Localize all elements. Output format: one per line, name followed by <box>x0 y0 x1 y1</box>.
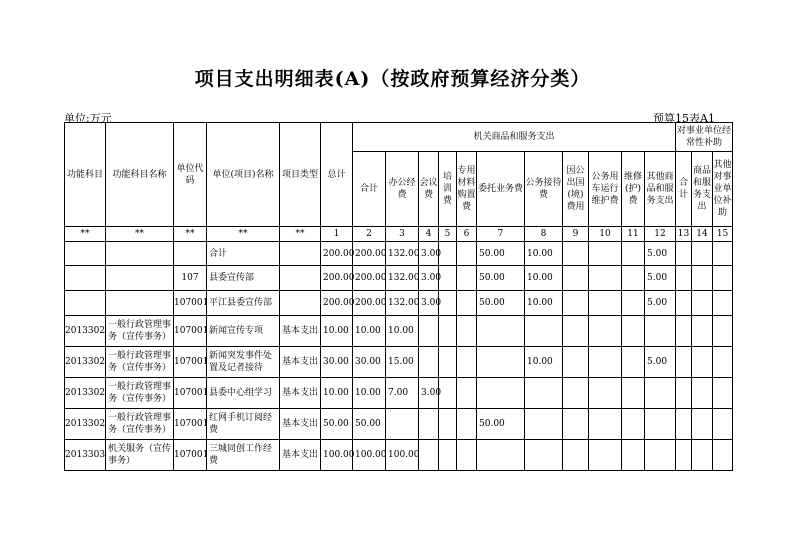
index-row <box>65 227 733 242</box>
cell-total: 200.00 <box>321 291 353 316</box>
cell-training <box>439 291 457 316</box>
cell-func-name <box>106 242 174 266</box>
cell-sub-heji <box>676 291 692 316</box>
cell-func-code: 2013303 <box>65 440 106 471</box>
cell-sub-other <box>713 378 733 409</box>
cell-sub-heji <box>676 266 692 291</box>
cell-vehicle <box>589 291 622 316</box>
cell-material <box>457 440 477 471</box>
header-func-code: 功能科目 <box>65 123 106 227</box>
cell-unit-code: 107001 <box>174 316 207 347</box>
cell-other: 5.00 <box>645 291 676 316</box>
index-cell: ** <box>106 227 174 242</box>
cell-training <box>439 378 457 409</box>
cell-entrust: 50.00 <box>477 409 525 440</box>
cell-heji: 10.00 <box>353 316 386 347</box>
cell-other <box>645 409 676 440</box>
cell-sub-goods <box>692 347 713 378</box>
header-material: 专用材料购置费 <box>457 152 477 227</box>
cell-unit-code: 107001 <box>174 440 207 471</box>
cell-total: 10.00 <box>321 316 353 347</box>
cell-training <box>439 266 457 291</box>
cell-abroad <box>563 347 589 378</box>
cell-office <box>386 409 419 440</box>
cell-func-name: 机关服务（宣传事务） <box>106 440 174 471</box>
cell-unit-name: 三城同创工作经费 <box>207 440 280 471</box>
cell-office: 7.00 <box>386 378 419 409</box>
header-office: 办公经费 <box>386 152 419 227</box>
cell-other: 5.00 <box>645 347 676 378</box>
cell-func-name <box>106 291 174 316</box>
cell-meeting <box>419 440 439 471</box>
cell-reception: 10.00 <box>525 291 563 316</box>
cell-meeting: 3.00 <box>419 266 439 291</box>
cell-heji: 50.00 <box>353 409 386 440</box>
cell-proj-type: 基本支出 <box>280 347 321 378</box>
cell-unit-code: 107 <box>174 266 207 291</box>
cell-unit-code: 107001 <box>174 291 207 316</box>
header-group-org: 机关商品和服务支出 <box>353 123 676 152</box>
cell-repair <box>622 242 645 266</box>
cell-material <box>457 347 477 378</box>
cell-material <box>457 242 477 266</box>
cell-unit-name: 合计 <box>207 242 280 266</box>
cell-func-name: 一般行政管理事务（宣传事务） <box>106 316 174 347</box>
cell-meeting: 3.00 <box>419 378 439 409</box>
index-cell: 6 <box>457 227 477 242</box>
cell-sub-heji <box>676 440 692 471</box>
cell-proj-type: 基本支出 <box>280 409 321 440</box>
cell-entrust <box>477 440 525 471</box>
cell-sub-other <box>713 291 733 316</box>
cell-repair <box>622 316 645 347</box>
cell-proj-type: 基本支出 <box>280 316 321 347</box>
cell-heji: 10.00 <box>353 378 386 409</box>
table-row <box>65 242 733 266</box>
index-cell: 15 <box>713 227 733 242</box>
index-cell: 11 <box>622 227 645 242</box>
cell-office: 132.00 <box>386 266 419 291</box>
cell-repair <box>622 266 645 291</box>
cell-abroad <box>563 266 589 291</box>
header-repair: 维修(护)费 <box>622 152 645 227</box>
cell-func-name: 一般行政管理事务（宣传事务） <box>106 347 174 378</box>
cell-sub-goods <box>692 378 713 409</box>
cell-unit-name: 县委中心组学习 <box>207 378 280 409</box>
cell-sub-other <box>713 409 733 440</box>
cell-other: 5.00 <box>645 266 676 291</box>
cell-meeting: 3.00 <box>419 291 439 316</box>
cell-abroad <box>563 316 589 347</box>
cell-training <box>439 242 457 266</box>
cell-unit-name: 县委宣传部 <box>207 266 280 291</box>
index-cell: 14 <box>692 227 713 242</box>
cell-material <box>457 378 477 409</box>
cell-material <box>457 266 477 291</box>
header-training: 培训费 <box>439 152 457 227</box>
table-ref: 预算15表A1 <box>653 112 715 125</box>
cell-total: 10.00 <box>321 378 353 409</box>
cell-entrust: 50.00 <box>477 242 525 266</box>
cell-func-code <box>65 242 106 266</box>
cell-reception <box>525 316 563 347</box>
cell-func-code <box>65 291 106 316</box>
cell-sub-heji <box>676 378 692 409</box>
cell-sub-other <box>713 440 733 471</box>
cell-total: 30.00 <box>321 347 353 378</box>
cell-training <box>439 409 457 440</box>
cell-heji: 200.00 <box>353 242 386 266</box>
cell-unit-name: 新闻突发事件处置及记者接待 <box>207 347 280 378</box>
cell-other <box>645 440 676 471</box>
cell-proj-type <box>280 242 321 266</box>
index-cell: ** <box>65 227 106 242</box>
cell-repair <box>622 291 645 316</box>
cell-other <box>645 378 676 409</box>
index-cell: 2 <box>353 227 386 242</box>
header-project-type: 项目类型 <box>280 123 321 227</box>
cell-unit-name: 平江县委宣传部 <box>207 291 280 316</box>
index-cell: 12 <box>645 227 676 242</box>
cell-sub-goods <box>692 409 713 440</box>
cell-sub-goods <box>692 242 713 266</box>
cell-other <box>645 316 676 347</box>
cell-entrust <box>477 378 525 409</box>
table-row <box>65 378 733 409</box>
cell-sub-heji <box>676 347 692 378</box>
cell-reception <box>525 440 563 471</box>
cell-meeting <box>419 347 439 378</box>
table-row <box>65 266 733 291</box>
cell-sub-other <box>713 347 733 378</box>
table-row <box>65 409 733 440</box>
cell-sub-goods <box>692 316 713 347</box>
cell-unit-name: 红网手机订阅经费 <box>207 409 280 440</box>
cell-func-code: 2013302 <box>65 316 106 347</box>
cell-heji: 100.00 <box>353 440 386 471</box>
cell-unit-code: 107001 <box>174 378 207 409</box>
cell-sub-goods <box>692 291 713 316</box>
cell-unit-code: 107001 <box>174 409 207 440</box>
cell-repair <box>622 440 645 471</box>
cell-training <box>439 440 457 471</box>
header-heji: 合计 <box>353 152 386 227</box>
page-title: 项目支出明细表(A)（按政府预算经济分类） <box>194 68 591 90</box>
cell-sub-goods <box>692 440 713 471</box>
cell-sub-other <box>713 316 733 347</box>
cell-reception: 10.00 <box>525 266 563 291</box>
cell-func-name: 一般行政管理事务（宣传事务） <box>106 378 174 409</box>
header-unit-name: 单位(项目)名称 <box>207 123 280 227</box>
cell-reception <box>525 378 563 409</box>
cell-vehicle <box>589 409 622 440</box>
index-cell: ** <box>174 227 207 242</box>
cell-func-code: 2013302 <box>65 378 106 409</box>
header-sub-heji: 合计 <box>676 152 692 227</box>
cell-entrust: 50.00 <box>477 291 525 316</box>
index-cell: 13 <box>676 227 692 242</box>
cell-meeting: 3.00 <box>419 242 439 266</box>
cell-vehicle <box>589 378 622 409</box>
cell-heji: 200.00 <box>353 291 386 316</box>
cell-other: 5.00 <box>645 242 676 266</box>
cell-heji: 30.00 <box>353 347 386 378</box>
budget-table <box>64 122 733 471</box>
header-entrust: 委托业务费 <box>477 152 525 227</box>
cell-total: 100.00 <box>321 440 353 471</box>
cell-sub-other <box>713 266 733 291</box>
cell-abroad <box>563 291 589 316</box>
cell-training <box>439 316 457 347</box>
cell-abroad <box>563 440 589 471</box>
cell-abroad <box>563 409 589 440</box>
cell-total: 50.00 <box>321 409 353 440</box>
cell-repair <box>622 347 645 378</box>
cell-abroad <box>563 378 589 409</box>
cell-func-code: 2013302 <box>65 347 106 378</box>
cell-sub-goods <box>692 266 713 291</box>
index-cell: 4 <box>419 227 439 242</box>
header-vehicle: 公务用车运行维护费 <box>589 152 622 227</box>
header-sub-other: 其他对事业单位补助 <box>713 152 733 227</box>
cell-entrust <box>477 347 525 378</box>
cell-total: 200.00 <box>321 266 353 291</box>
header-abroad: 因公出国(境)费用 <box>563 152 589 227</box>
index-cell: 3 <box>386 227 419 242</box>
index-cell: 10 <box>589 227 622 242</box>
cell-material <box>457 409 477 440</box>
cell-proj-type <box>280 266 321 291</box>
header-group-sub: 对事业单位经常性补助 <box>676 123 733 152</box>
cell-sub-heji <box>676 316 692 347</box>
table-row <box>65 347 733 378</box>
cell-func-code <box>65 266 106 291</box>
cell-training <box>439 347 457 378</box>
cell-func-name: 一般行政管理事务（宣传事务） <box>106 409 174 440</box>
cell-office: 132.00 <box>386 291 419 316</box>
index-cell: ** <box>280 227 321 242</box>
index-cell: 1 <box>321 227 353 242</box>
unit-label: 单位:万元 <box>64 112 112 125</box>
header-total: 总计 <box>321 123 353 227</box>
table-body <box>65 242 733 471</box>
index-cell: 5 <box>439 227 457 242</box>
cell-office: 10.00 <box>386 316 419 347</box>
index-cell: 9 <box>563 227 589 242</box>
cell-func-name <box>106 266 174 291</box>
cell-vehicle <box>589 440 622 471</box>
cell-unit-code: 107001 <box>174 347 207 378</box>
header-meeting: 会议费 <box>419 152 439 227</box>
index-cell: 8 <box>525 227 563 242</box>
cell-office: 100.00 <box>386 440 419 471</box>
cell-vehicle <box>589 266 622 291</box>
header-unit-code: 单位代码 <box>174 123 207 227</box>
cell-material <box>457 316 477 347</box>
header-other: 其他商品和服务支出 <box>645 152 676 227</box>
cell-proj-type: 基本支出 <box>280 378 321 409</box>
cell-entrust: 50.00 <box>477 266 525 291</box>
cell-material <box>457 291 477 316</box>
cell-office: 15.00 <box>386 347 419 378</box>
cell-office: 132.00 <box>386 242 419 266</box>
cell-abroad <box>563 242 589 266</box>
cell-proj-type: 基本支出 <box>280 440 321 471</box>
cell-heji: 200.00 <box>353 266 386 291</box>
cell-sub-heji <box>676 409 692 440</box>
cell-vehicle <box>589 347 622 378</box>
index-cell: 7 <box>477 227 525 242</box>
cell-entrust <box>477 316 525 347</box>
cell-proj-type <box>280 291 321 316</box>
cell-reception: 10.00 <box>525 347 563 378</box>
cell-repair <box>622 409 645 440</box>
cell-unit-name: 新闻宣传专项 <box>207 316 280 347</box>
table-row <box>65 316 733 347</box>
cell-unit-code <box>174 242 207 266</box>
cell-reception <box>525 409 563 440</box>
cell-func-code: 2013302 <box>65 409 106 440</box>
index-cell: ** <box>207 227 280 242</box>
table-row <box>65 440 733 471</box>
cell-meeting <box>419 316 439 347</box>
cell-repair <box>622 378 645 409</box>
cell-vehicle <box>589 242 622 266</box>
cell-reception: 10.00 <box>525 242 563 266</box>
cell-sub-other <box>713 242 733 266</box>
table-row <box>65 291 733 316</box>
header-sub-goods: 商品和服务支出 <box>692 152 713 227</box>
header-reception: 公务接待费 <box>525 152 563 227</box>
cell-sub-heji <box>676 242 692 266</box>
header-func-name: 功能科目名称 <box>106 123 174 227</box>
cell-meeting <box>419 409 439 440</box>
cell-vehicle <box>589 316 622 347</box>
cell-total: 200.00 <box>321 242 353 266</box>
